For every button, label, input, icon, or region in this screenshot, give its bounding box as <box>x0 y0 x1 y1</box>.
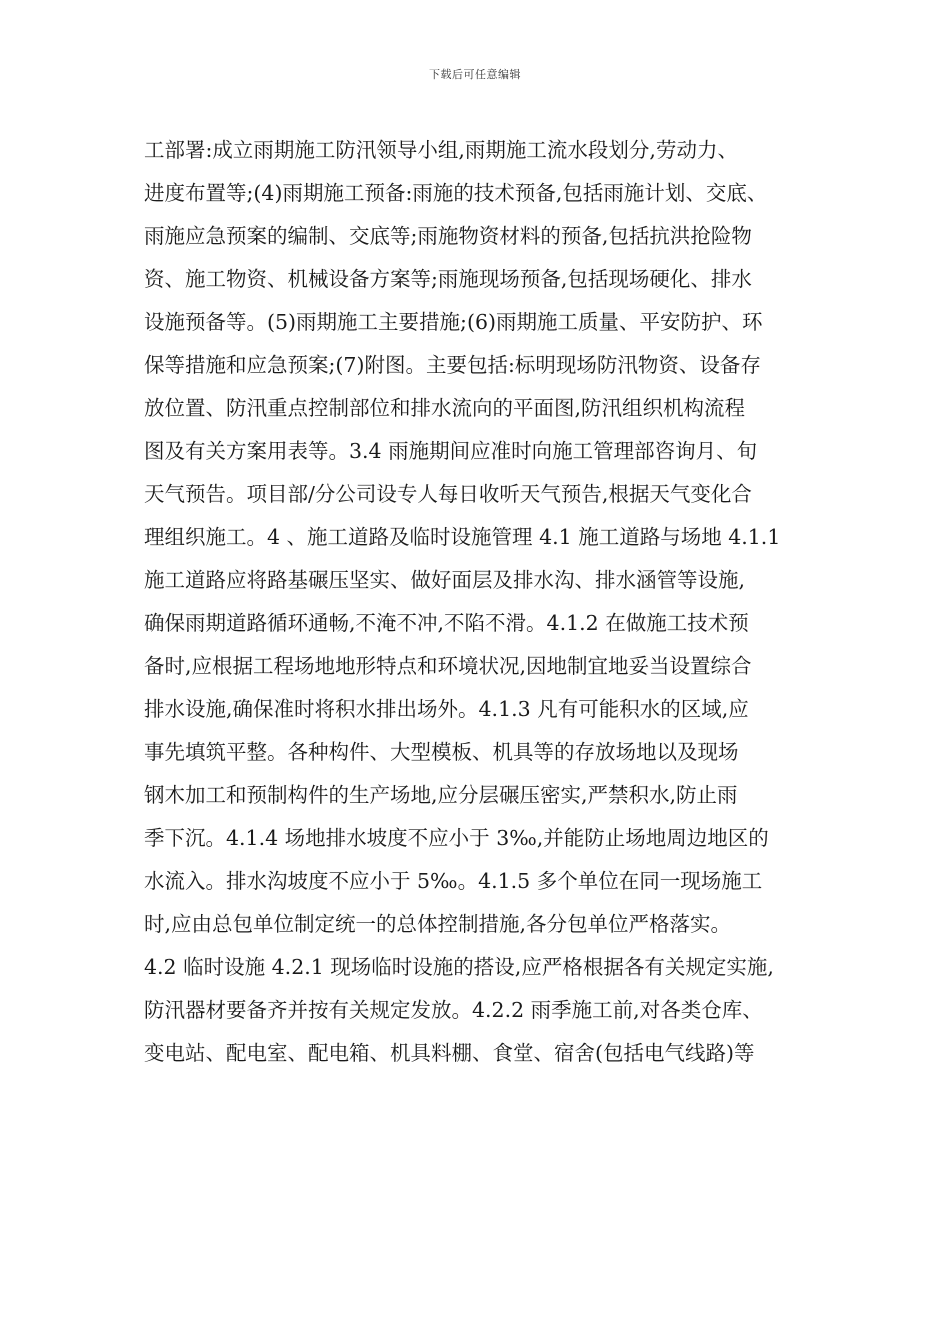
text-line: 钢木加工和预制构件的生产场地,应分层碾压密实,严禁积水,防止雨 <box>144 783 738 807</box>
text-line: 雨施应急预案的编制、交底等;雨施物资材料的预备,包括抗洪抢险物 <box>144 224 752 248</box>
text-line: 图及有关方案用表等。3.4 雨施期间应准时向施工管理部咨询月、旬 <box>144 439 758 463</box>
text-line: 4.2 临时设施 4.2.1 现场临时设施的搭设,应严格根据各有关规定实施, <box>144 955 774 979</box>
text-line: 事先填筑平整。各种构件、大型模板、机具等的存放场地以及现场 <box>144 740 739 764</box>
text-line: 放位置、防汛重点控制部位和排水流向的平面图,防汛组织机构流程 <box>144 396 746 420</box>
text-line: 水流入。排水沟坡度不应小于 5‰。4.1.5 多个单位在同一现场施工 <box>144 869 763 893</box>
text-line: 排水设施,确保准时将积水排出场外。4.1.3 凡有可能积水的区域,应 <box>144 697 749 721</box>
text-line: 确保雨期道路循环通畅,不淹不冲,不陷不滑。4.1.2 在做施工技术预 <box>144 611 749 635</box>
text-line: 备时,应根据工程场地地形特点和环境状况,因地制宜地妥当设置综合 <box>144 654 752 678</box>
body-text <box>144 129 824 1075</box>
page-header: 下载后可任意编辑 <box>429 68 521 81</box>
text-line: 进度布置等;(4)雨期施工预备:雨施的技术预备,包括雨施计划、交底、 <box>144 181 768 205</box>
text-line: 天气预告。项目部/分公司设专人每日收听天气预告,根据天气变化合 <box>144 482 752 506</box>
text-line: 理组织施工。4 、施工道路及临时设施管理 4.1 施工道路与场地 4.1.1 <box>144 525 781 549</box>
text-line: 时,应由总包单位制定统一的总体控制措施,各分包单位严格落实。 <box>144 912 732 936</box>
text-line: 施工道路应将路基碾压坚实、做好面层及排水沟、排水涵管等设施, <box>144 568 746 592</box>
text-line: 保等措施和应急预案;(7)附图。主要包括:标明现场防汛物资、设备存 <box>144 353 761 377</box>
text-line: 变电站、配电室、配电箱、机具料棚、食堂、宿舍(包括电气线路)等 <box>144 1041 755 1065</box>
text-line: 设施预备等。(5)雨期施工主要措施;(6)雨期施工质量、平安防护、环 <box>144 310 763 334</box>
text-line: 季下沉。4.1.4 场地排水坡度不应小于 3‰,并能防止场地周边地区的 <box>144 826 769 850</box>
text-line: 工部署:成立雨期施工防汛领导小组,雨期施工流水段划分,劳动力、 <box>144 138 738 162</box>
text-line: 资、施工物资、机械设备方案等;雨施现场预备,包括现场硬化、排水 <box>144 267 752 291</box>
text-line: 防汛器材要备齐并按有关规定发放。4.2.2 雨季施工前,对各类仓库、 <box>144 998 763 1022</box>
